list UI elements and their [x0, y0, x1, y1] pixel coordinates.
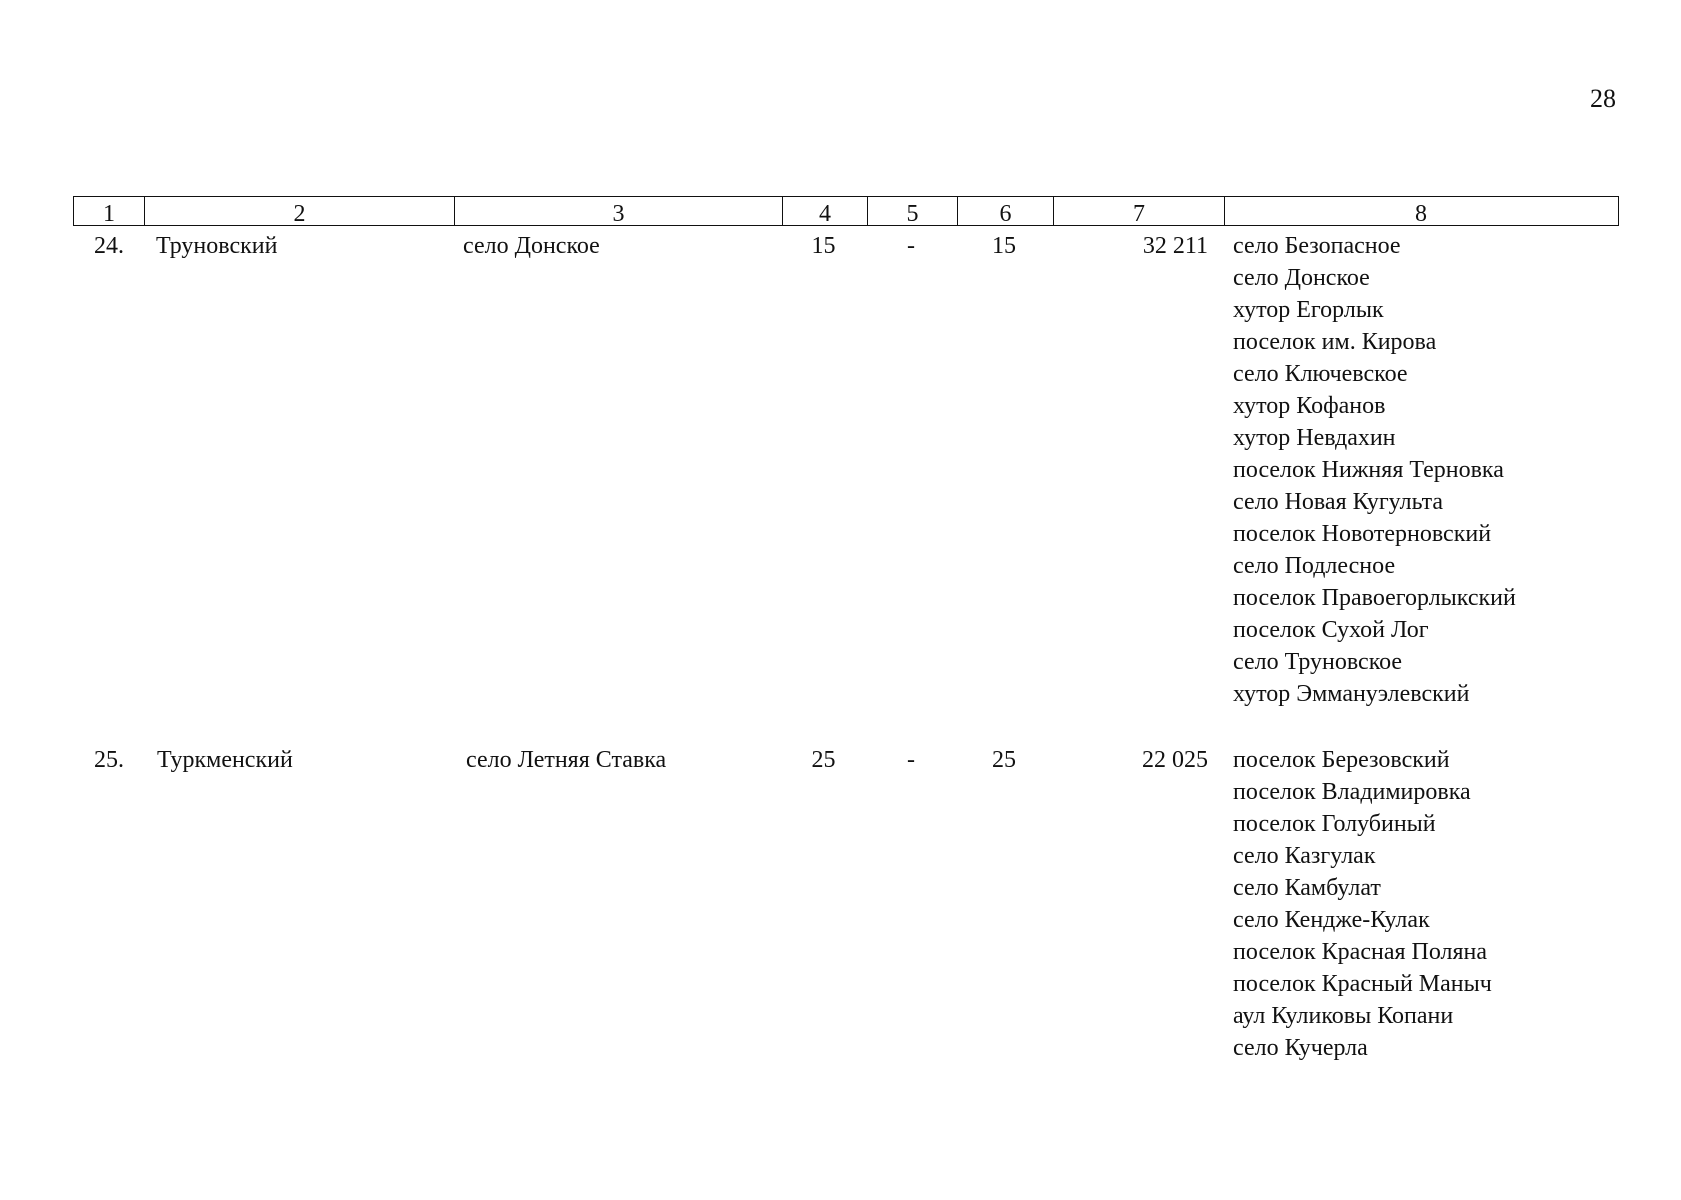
- settlement-item: село Донское: [1233, 265, 1370, 291]
- settlement-item: село Безопасное: [1233, 233, 1401, 259]
- header-cell-6: 6: [957, 197, 1053, 225]
- settlement-item: поселок Березовский: [1233, 747, 1450, 773]
- table-header-row: [73, 196, 1619, 226]
- settlement-item: поселок Нижняя Терновка: [1233, 457, 1504, 483]
- header-cell-4: 4: [782, 197, 867, 225]
- district-name: Туркменский: [157, 747, 293, 773]
- header-cell-2: 2: [144, 197, 454, 225]
- settlement-item: поселок Голубиный: [1233, 811, 1436, 837]
- settlement-item: село Подлесное: [1233, 553, 1396, 579]
- row-index: 25.: [94, 747, 124, 773]
- col4-value: 25: [811, 747, 836, 773]
- header-cell-3: 3: [454, 197, 782, 225]
- settlement-item: село Ключевское: [1233, 361, 1408, 387]
- col6-value: 15: [992, 233, 1016, 259]
- population-value: 32 211: [1142, 233, 1208, 259]
- settlement-item: поселок Новотерновский: [1233, 521, 1492, 547]
- settlement-item: село Камбулат: [1233, 875, 1381, 901]
- settlement-item: село Кучерла: [1233, 1035, 1368, 1061]
- district-name: Труновский: [156, 233, 278, 259]
- col6-value: 25: [992, 747, 1016, 773]
- settlement-item: поселок Сухой Лог: [1233, 617, 1429, 643]
- settlement-item: поселок Красная Поляна: [1233, 939, 1488, 965]
- col5-value: -: [907, 747, 915, 773]
- settlement-item: поселок им. Кирова: [1233, 329, 1437, 355]
- header-cell-8: 8: [1224, 197, 1617, 225]
- settlement-item: село Труновское: [1233, 649, 1403, 675]
- settlement-item: село Новая Кугульта: [1233, 489, 1444, 515]
- population-value: 22 025: [1142, 747, 1208, 773]
- settlement-list: [1233, 744, 1492, 1064]
- settlement-item: поселок Правоегорлыкский: [1233, 585, 1516, 611]
- settlement-item: хутор Егорлык: [1233, 297, 1384, 323]
- settlement-item: село Кендже-Кулак: [1233, 907, 1430, 933]
- admin-center: село Донское: [463, 233, 600, 259]
- settlement-item: хутор Кофанов: [1233, 393, 1386, 419]
- header-cell-1: 1: [103, 201, 115, 227]
- row-index: 24.: [94, 233, 124, 259]
- page-number: 28: [1590, 84, 1616, 113]
- settlement-list: [1233, 230, 1516, 710]
- settlement-item: хутор Невдахин: [1233, 425, 1396, 451]
- admin-center: село Летняя Ставка: [466, 747, 667, 773]
- settlement-item: поселок Красный Маныч: [1233, 971, 1492, 997]
- col4-value: 15: [811, 233, 836, 259]
- settlement-item: аул Куликовы Копани: [1233, 1003, 1454, 1029]
- settlement-item: поселок Владимировка: [1233, 779, 1471, 805]
- settlement-item: село Казгулак: [1233, 843, 1376, 869]
- col5-value: -: [907, 233, 915, 259]
- settlement-item: хутор Эммануэлевский: [1233, 681, 1470, 707]
- header-cell-5: 5: [867, 197, 957, 225]
- header-cell-7: 7: [1053, 197, 1224, 225]
